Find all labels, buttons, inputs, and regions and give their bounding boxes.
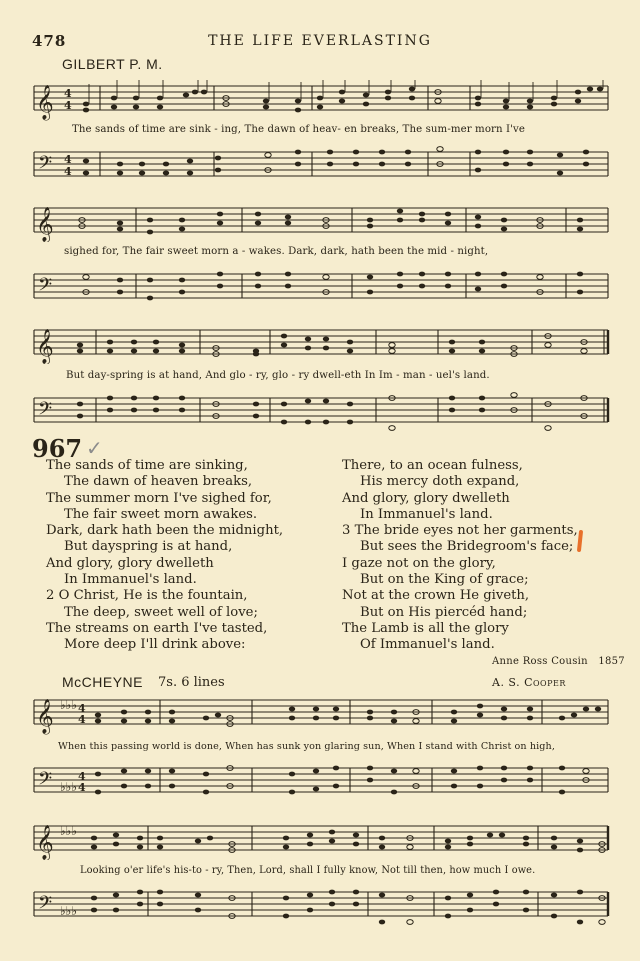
svg-text:4: 4 [78,770,86,783]
verse-line: The streams on earth I've tasted, [46,620,268,636]
verse-line: 2 O Christ, He is the fountain, [46,588,248,604]
treble-clef-icon: 𝄞 [36,329,54,364]
staff-lines [34,768,608,792]
gilbert-bass-staff-3 [30,390,612,434]
note-heads [79,209,583,235]
staff-lines [34,892,608,916]
svg-text:4: 4 [64,99,72,112]
svg-text:4: 4 [78,713,86,726]
gilbert-treble-staff-3 [30,322,612,364]
staff-lines [34,700,608,724]
verse-line: More deep I'll drink above: [64,637,246,653]
mccheyne-bass-staff-2 [30,884,612,930]
verse-line: Not at the crown He giveth, [342,588,530,604]
gilbert-lyric-line-2: sighed for, The fair sweet morn a - wakes. Dark, dark, hath been the mid - night, [64,246,489,257]
check-mark-icon: ✓ [86,436,103,460]
note-heads [91,830,605,853]
verse-line: But on His piercéd hand; [360,604,528,620]
verse-line: The deep, sweet well of love; [64,604,258,620]
note-heads [83,147,589,176]
page-number: 478 [32,32,67,50]
verse-line: And glory, glory dwelleth [46,555,214,571]
gilbert-treble-staff-1 [30,80,612,122]
verse-column-right [342,458,578,654]
year: 1857 [598,656,625,667]
treble-clef-icon: 𝄞 [36,207,54,242]
hymn-attribution [492,656,625,667]
author: Anne Ross Cousin [492,656,588,667]
treble-clef-icon: 𝄞 [36,85,54,120]
treble-clef-icon: 𝄞 [36,825,54,860]
verse-line: Dark, dark hath been the midnight, [46,523,284,539]
verse-line: The sands of time are sinking, [46,458,248,473]
note-heads [95,704,601,727]
bass-clef-icon: 𝄢 [38,153,53,178]
verse-line: Of Immanuel's land. [360,637,495,653]
bass-clef-icon: 𝄢 [38,893,53,918]
verse-line: The summer morn I've sighed for, [46,490,272,506]
treble-clef-icon: 𝄞 [36,699,54,734]
mccheyne-bass-staff-1 [30,760,612,804]
verse-line: But dayspring is at hand, [64,539,233,555]
mccheyne-treble-staff-1 [30,692,612,736]
verse-line: I gaze not on the glory, [342,555,496,571]
bass-clef-icon: 𝄢 [38,399,53,424]
tune-composer: A. S. Cooper [492,676,566,689]
verse-line: There, to an ocean fulness, [342,458,523,473]
verse-line: The Lamb is all the glory [342,620,509,636]
flat-icon: ♭♭♭ [60,824,77,838]
running-title: THE LIFE EVERLASTING [208,33,432,49]
verse-line: In Immanuel's land. [360,506,493,522]
flat-icon: ♭♭♭ [60,904,77,918]
gilbert-treble-staff-2 [30,200,612,242]
svg-text:4: 4 [78,702,86,715]
svg-text:4: 4 [64,153,72,166]
gilbert-bass-staff-1 [30,144,612,188]
verse-line: In Immanuel's land. [64,572,197,588]
tune-name-mccheyne: McCHEYNE [62,674,144,690]
verse-column-left [46,458,283,654]
bass-clef-icon: 𝄢 [38,769,53,794]
verse-line: And glory, glory dwelleth [342,490,510,506]
tune-meter: 7s. 6 lines [158,675,225,690]
staff-lines [34,398,608,422]
bass-clef-icon: 𝄢 [38,275,53,300]
note-heads [91,890,605,925]
note-heads [83,87,603,113]
staff-lines [34,274,608,298]
verse-line: But on the King of grace; [360,572,529,588]
annotation-mark [577,530,583,552]
verse-line: The fair sweet morn awakes. [64,506,258,522]
staff-lines [34,330,608,354]
mccheyne-lyric-line-1: When this passing world is done, When has sunk yon glaring sun, When I stand with Christ on high, [58,741,555,752]
gilbert-lyric-line-3: But day-spring is at hand, And glo - ry, glo - ry dwell-eth In Im - man - uel's land. [66,370,490,381]
verse-line: His mercy doth expand, [360,474,520,490]
gilbert-lyric-line-1: The sands of time are sink - ing, The dawn of heav- en breaks, The sum-mer morn I've [72,124,526,135]
svg-text:4: 4 [64,165,72,178]
gilbert-bass-staff-2 [30,266,612,308]
svg-text:4: 4 [78,781,86,794]
verse-line: But sees the Bridegroom's face; [360,539,574,555]
mccheyne-treble-staff-2 [30,818,612,860]
hymn-number: 967 [32,434,83,463]
flat-icon: ♭♭♭ [60,698,77,712]
note-heads [77,334,587,357]
mccheyne-lyric-line-2: Looking o'er life's his-to - ry, Then, Lord, shall I fully know, Not till then, how much I owe. [80,865,536,876]
time-signature: 4 [64,87,72,100]
tune-name-gilbert: GILBERT P. M. [62,56,163,72]
verse-line: 3 The bride eyes not her garments, [342,523,578,539]
staff-lines [34,826,608,850]
verse-line: The dawn of heaven breaks, [64,474,253,490]
flat-icon: ♭♭♭ [60,780,77,794]
